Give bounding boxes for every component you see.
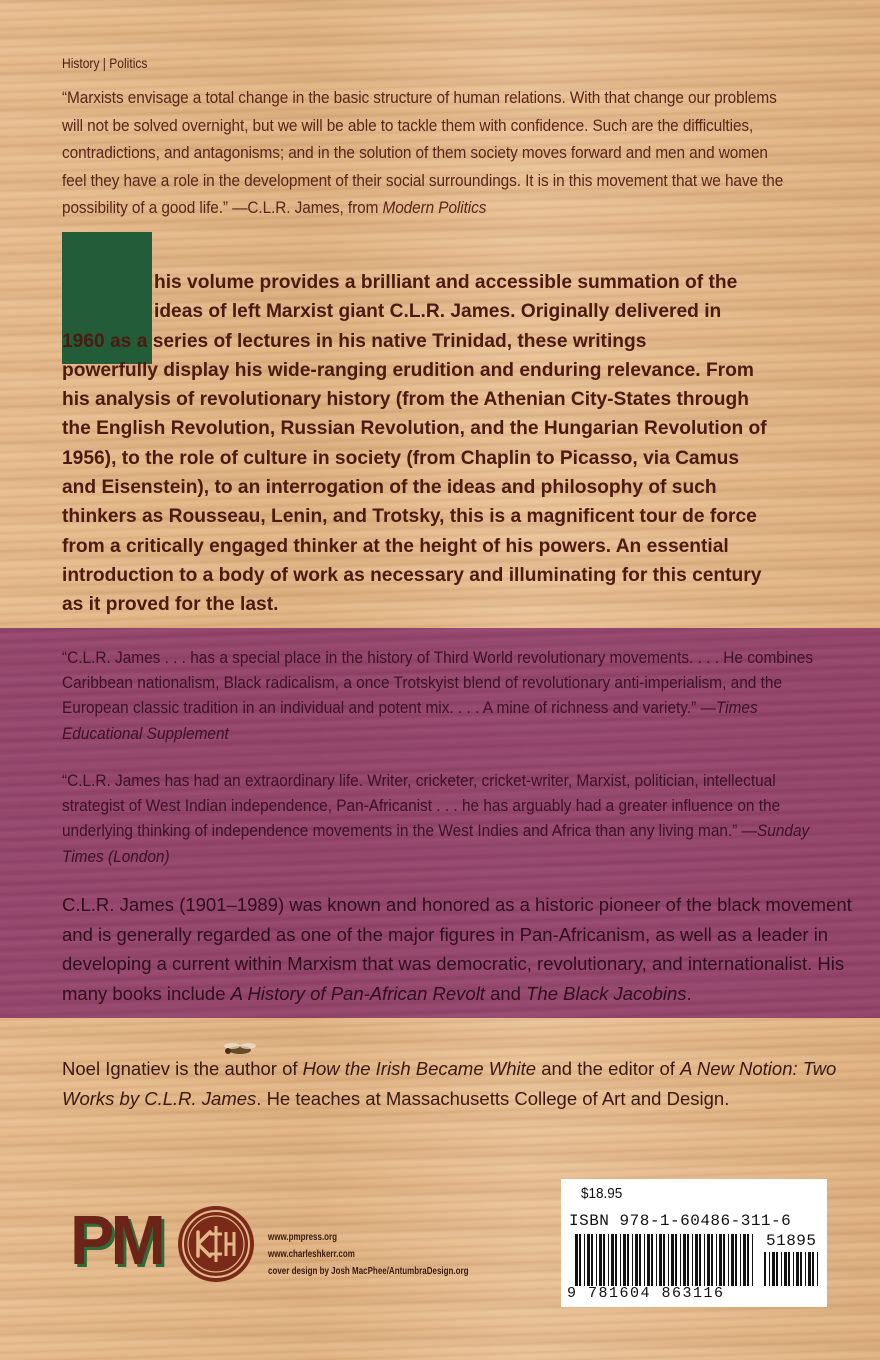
kerr-logo-text: CHK (216, 1281, 219, 1282)
review-quote-1 (62, 645, 840, 746)
main-line: from a critically engaged thinker at the height of his powers. An essential (62, 535, 729, 557)
editor-bio (62, 1054, 862, 1113)
bio-book-1: A History of Pan-African Revolt (230, 982, 485, 1004)
main-line: and Eisenstein), to an interrogation of the ideas and philosophy of such (62, 477, 717, 499)
publisher-info (268, 1229, 469, 1280)
main-line: his analysis of revolutionary history (from the Athenian City-States through (62, 389, 749, 411)
main-line: 1960 as a series of lectures in his native Trinidad, these writings (62, 330, 647, 352)
editor-book-1: How the Irish Became White (302, 1058, 537, 1079)
pm-press-url[interactable]: www.pmpress.org (268, 1232, 338, 1243)
main-line: powerfully display his wide-ranging erudition and enduring relevance. From (62, 359, 754, 381)
design-credit: cover design by Josh MacPhee/AntumbraDesign.org (268, 1266, 469, 1277)
editor-text-1: Noel Ignatiev is the author of (62, 1058, 303, 1079)
barcode-bars (575, 1234, 753, 1286)
editor-text-2: and the editor of (536, 1058, 681, 1079)
drop-cap-letter (62, 232, 63, 233)
review-quote-2 (62, 768, 840, 869)
epigraph-source: Modern Politics (382, 198, 487, 217)
barcode-panel (561, 1179, 827, 1307)
epigraph-quote (62, 84, 786, 222)
editor-text-3: . He teaches at Massachusetts College of Art and Design. (256, 1087, 730, 1109)
main-line: his volume provides a brilliant and accessible summation of the (154, 272, 738, 293)
category-label: History | Politics (62, 55, 148, 71)
main-line: ideas of left Marxist giant C.L.R. James. Originally delivered in (154, 301, 722, 323)
bio-text: C.L.R. James (1901–1989) was known and honored as a historic pioneer of the black movement and is generally regarded as one of the major figures in Pan-Africanism, as well as a leader in developing a current within Marxism that was democratic, revolutionary, and internationalist. His many books include (62, 894, 852, 1004)
main-line: the English Revolution, Russian Revolution, and the Hungarian Revolution of (62, 418, 767, 440)
charles-h-kerr-logo (176, 1204, 256, 1284)
quote1-text: “C.L.R. James . . . has a special place in the history of Third World revolutionary movements. . . . He combines Caribbean nationalism, Black radicalism, a once Trotskyist blend of revolutionary anti-imperialism, and the European classic tradition in an individual and potent mix. . . . A mine of richness and variety.” — (62, 648, 814, 718)
main-line: thinkers as Rousseau, Lenin, and Trotsky, this is a magnificent tour de force (62, 506, 757, 528)
editor-book-2: A New Notion: Two Works by C.L.R. James (62, 1058, 837, 1109)
main-description (62, 268, 852, 620)
main-line: introduction to a body of work as necessary and illuminating for this century (62, 564, 762, 586)
price-barcode-bars (764, 1252, 820, 1286)
bio-end: . (686, 982, 692, 1004)
barcode-digits: 9 781604 863116 (567, 1285, 725, 1302)
pm-press-logo: PM (70, 1201, 163, 1279)
quote1-source: Times Educational Supplement (62, 698, 758, 743)
quote2-source: Sunday Times (London) (62, 821, 810, 866)
author-bio (62, 890, 862, 1008)
main-line: 1956), to the role of culture in society (from Chaplin to Picasso, via Camus (62, 447, 740, 469)
isbn-label: ISBN 978-1-60486-311-6 (569, 1212, 792, 1230)
bio-book-2: The Black Jacobins (526, 982, 687, 1004)
main-line: as it proved for the last. (62, 594, 279, 616)
price-label: $18.95 (581, 1185, 623, 1202)
kerr-url[interactable]: www.charleshkerr.com (268, 1249, 355, 1260)
price-supplement-number: 51895 (766, 1232, 817, 1250)
epigraph-text: “Marxists envisage a total change in the basic structure of human relations. With that change our problems will not be solved overnight, but we will be able to tackle them with confidence. Such are the difficulties, contradictions, and antagonisms; and in the solution of them society moves forward and men and women feel they have a role in the development of their social surroundings. It is in this movement that we have the possibility of a good life.” —C.L.R. James, from (62, 88, 784, 217)
bio-and: and (484, 982, 527, 1004)
quote2-text: “C.L.R. James has had an extraordinary life. Writer, cricketer, cricket-writer, Marxist, politician, intellectual strategist of West Indian independence, Pan-Africanist . . . he has arguably had a greater influence on the underlying thinking of independence movements in the West Indies and Africa than any living man.” — (62, 771, 781, 841)
